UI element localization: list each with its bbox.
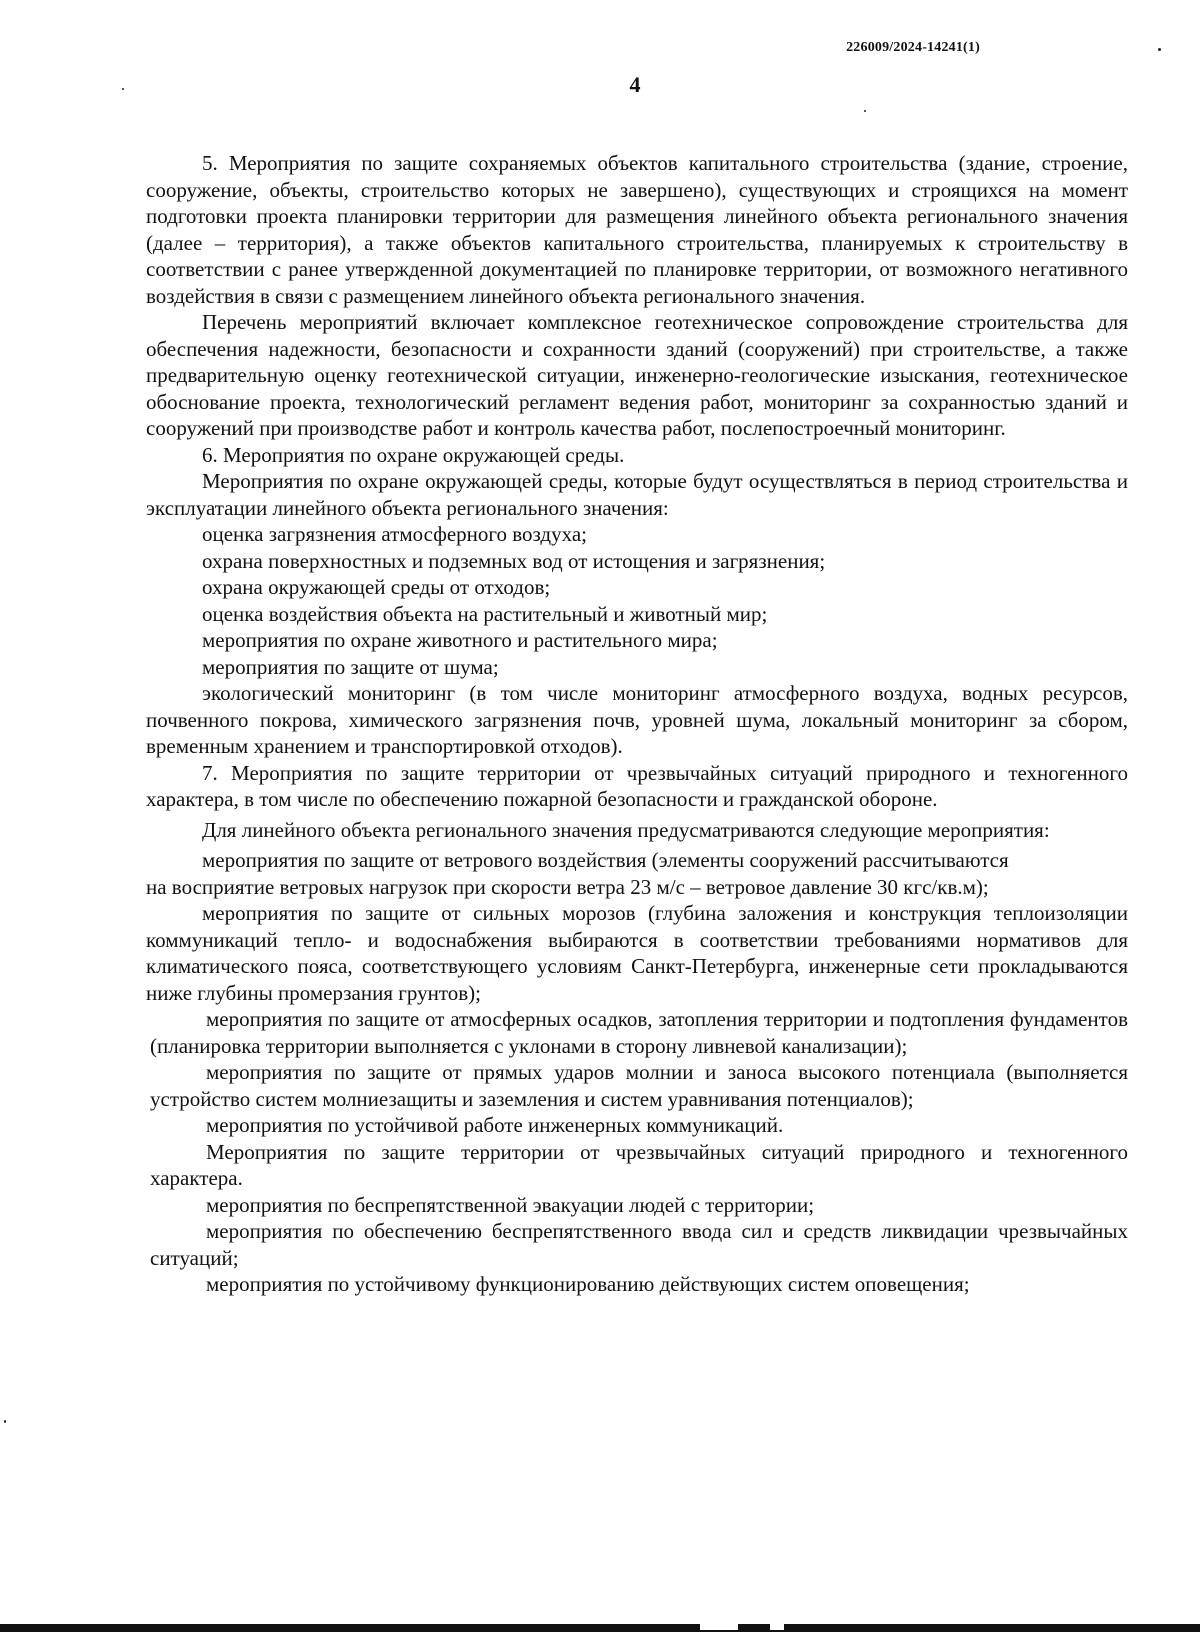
document-registration-number: 226009/2024-14241(1) — [846, 40, 980, 55]
paragraph-section-6: 6. Мероприятия по охране окружающей среды. — [202, 442, 625, 467]
list-item-utilities-stability: мероприятия по устойчивой работе инженерных коммуникаций. — [206, 1113, 784, 1137]
list-item-wind-protection: мероприятия по защите от ветрового воздействия (элементы сооружений рассчитываются — [202, 848, 1009, 872]
list-item-waste: охрана окружающей среды от отходов; — [202, 575, 551, 599]
list-item-flora-fauna-impact: оценка воздействия объекта на растительный и животный мир; — [202, 601, 768, 626]
list-item-warning-systems: мероприятия по устойчивому функционированию действующих систем оповещения; — [206, 1272, 970, 1296]
scan-speck — [4, 1420, 6, 1423]
list-item-ecological-monitoring: экологический мониторинг (в том числе мониторинг атмосферного воздуха, водных ресурсов, почвенного покрова, химического загрязнения почв, уровней шума, локальный мониторинг за сбором, временным хранением и транспортировкой отходов). — [146, 681, 1128, 758]
scan-bottom-edge-gap — [770, 1622, 784, 1630]
list-item-frost-protection: мероприятия по защите от сильных морозов (глубина заложения и конструкция теплоизоляции коммуникаций тепло- и водоснабжения выбираются в соответствии требованиями нормативов для климатического пояса, соответствующего условиям Санкт-Петербурга, инженерные сети прокладываются ниже глубины промерзания грунтов); — [146, 901, 1128, 1005]
list-item-precipitation-protection: мероприятия по защите от атмосферных осадков, затопления территории и подтопления фундаментов (планировка территории выполняется с уклонами в сторону ливневой канализации); — [150, 1007, 1128, 1058]
list-item-noise: мероприятия по защите от шума; — [202, 654, 499, 679]
scan-speck — [1158, 48, 1161, 51]
list-item-water-protection: охрана поверхностных и подземных вод от истощения и загрязнения; — [202, 548, 826, 573]
paragraph-section-5: 5. Мероприятия по защите сохраняемых объектов капитального строительства (здание, строение, сооружение, объекты, строительство которых не завершено), существующих и строящихся на момент подготовки проекта планировки территории для размещения линейного объекта регионального значения (далее – территория), а также объектов капитального строительства, планируемых к строительству в соответствии с ранее утвержденной документацией по планировке территории, от возможного негативного воздействия в связи с размещением линейного объекта регионального значения. — [146, 151, 1128, 308]
paragraph-section-7: 7. Мероприятия по защите территории от чрезвычайных ситуаций природного и техногенного характера, в том числе по обеспечению пожарной безопасности и гражданской обороне. — [146, 760, 1128, 811]
scan-bottom-edge-gap — [700, 1622, 738, 1630]
paragraph-environment-intro: Мероприятия по охране окружающей среды, которые будут осуществляться в период строительства и эксплуатации линейного объекта регионального значения: — [146, 469, 1128, 520]
scan-speck — [122, 88, 124, 90]
paragraph-measures-list-intro: Перечень мероприятий включает комплексное геотехническое сопровождение строительства для обеспечения надежности, безопасности и сохранности зданий (сооружений) при строительстве, а также предварительную оценку геотехнической ситуации, инженерно-геологические изыскания, геотехническое обоснование проекта, технологический регламент ведения работ, мониторинг за сохранностью зданий и сооружений при производстве работ и контроль качества работ, послепостроечный мониторинг. — [146, 310, 1128, 440]
document-body — [146, 150, 1128, 1298]
scan-speck — [864, 110, 866, 112]
list-item-evacuation: мероприятия по беспрепятственной эвакуации людей с территории; — [206, 1192, 815, 1217]
list-item-wind-protection-continued: на восприятие ветровых нагрузок при скорости ветра 23 м/с – ветровое давление 30 кгс/кв.м); — [146, 874, 989, 899]
list-item-lightning-protection: мероприятия по защите от прямых ударов молнии и заноса высокого потенциала (выполняется устройство систем молниезащиты и заземления и систем уравнивания потенциалов); — [150, 1060, 1128, 1111]
paragraph-linear-object-measures: Для линейного объекта регионального значения предусматриваются следующие мероприятия: — [202, 817, 1050, 842]
list-item-emergency-forces-access: мероприятия по обеспечению беспрепятственного ввода сил и средств ликвидации чрезвычайных ситуаций; — [150, 1219, 1128, 1270]
list-item-flora-fauna-protection: мероприятия по охране животного и растительного мира; — [202, 628, 718, 652]
page-number: 4 — [629, 72, 641, 97]
scan-bottom-edge — [0, 1624, 1200, 1632]
list-item-air-pollution: оценка загрязнения атмосферного воздуха; — [202, 522, 587, 546]
paragraph-emergency-measures: Мероприятия по защите территории от чрезвычайных ситуаций природного и техногенного характера. — [150, 1139, 1128, 1190]
